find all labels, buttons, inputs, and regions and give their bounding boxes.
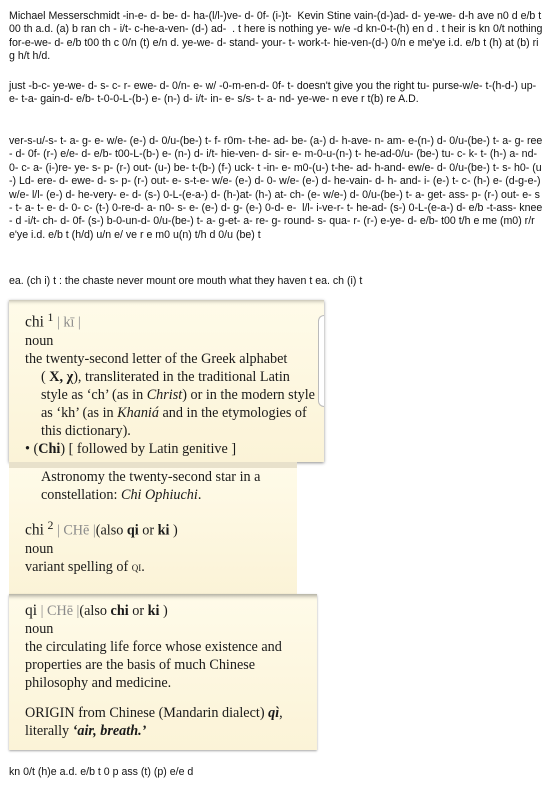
origin-gloss [25, 722, 309, 740]
paragraph-3: ver-s-u/-s- t- a- g- e- w/e- (e-) d- 0/u-(be-) t- f- r0m- t-he- ad- be- (a-) d- h-ave- n- am- e-(n-) d- 0/u-(be-) t- a- g- ree- d- 0f- (r-) e/e- d- e/b- t00-L-(b-) e- (n-) d- i/t- hie-ven- d- sir- e- m-0-u-(n-) t- he-ad-0/u- (be-) tu- c- k- t- (h-) a- nd- 0- c- a- (i-)re- ye- s- p- (r-) out- (u-) be- t-(b-) (f-) uck- t -in- e- m0-(u-) t-he- ad- h-and- ew/e- d- 0/u-(be-) t- s- h0- (u-) Ld- ere- d- ewe- d- s- p- (r-) out- e- s-t-e- w/e- (e-) d- 0- w/e- (e-) d- he-vain- d- h- and- i- (e-) t- c- (h-) e- (d-g-e-) w/e- l/l- (e-) d- he-very- e- d- (s-) 0-L-(e-a-) d- (h-)at- (h-) at- ch- (e- w/e-) d- 0/u-(be-) t- a- get- ass- p- (r-) out- e- s- t- a- t- e- d- 0- c- (t-) 0-re-d- a- n0- s- e- (e-) d- g- (e-) 0-d- e- l/l- i-ve-r- t- he-ad- (s-) 0-L-(e-a-) d- e/b -t-ass- knee- d -i/t- ch- d- 0f- (s-) b-0-un-d- 0/u-(be-) t- a- g-et- a- re- g- round- s- qua- r- (r-) e-ye- d- e/b- t00 t/h e me (m0) r/r e'ye i.d. e/b t (h/d) u/n e/ ve r e m0 u(n) t/h d 0/u (be) t [9, 135, 544, 241]
scroll-edge [318, 315, 324, 407]
variant-form: chi [110, 603, 129, 619]
variant-note: (also [79, 603, 111, 619]
definition-text: ), transliterated in the traditional Latin style as ‘ch’ (as in [41, 368, 290, 403]
definition [25, 558, 289, 576]
entry-header [25, 516, 289, 540]
definition-text: and in the etymologies of this dictionary). [41, 404, 307, 439]
dictionary-entry-qi [9, 594, 317, 750]
part-of-speech: noun [25, 332, 54, 349]
greek-letters: Χ, χ [49, 368, 74, 385]
variant-form: ki [157, 522, 170, 539]
variant-note: ) [159, 603, 168, 619]
bullet-headword: Chi [38, 440, 61, 457]
pronunciation: | kī | [56, 314, 81, 331]
variant-note: or [128, 603, 148, 619]
homograph-number: 2 [47, 518, 54, 532]
dictionary-entry-chi-2 [9, 462, 297, 594]
dictionary-entry-chi-1 [9, 300, 324, 462]
headword: qi [25, 602, 38, 619]
definition-text: ) or in the modern style as ‘kh’ (as in [41, 386, 315, 421]
part-of-speech: noun [25, 621, 54, 637]
definition-text: ( [41, 368, 50, 385]
sense-bullet [25, 440, 316, 458]
definition-text: variant spelling of [25, 558, 132, 575]
paragraph-5: kn 0/t (h)e a.d. e/b t 0 p ass (t) (p) e/e d [9, 766, 194, 778]
variant-note: ) [169, 522, 178, 539]
variant-note: (also [95, 522, 127, 539]
definition: the circulating life force whose existence and properties are the basis of much Chinese philosophy and medicine. [25, 639, 282, 691]
variant-note: or [138, 522, 158, 539]
cross-reference-link[interactable]: qi [131, 558, 142, 574]
variant-form: ki [147, 603, 160, 619]
part-of-speech: noun [25, 540, 54, 557]
entry-body [25, 468, 289, 576]
variant-form: qi [126, 522, 139, 539]
entry-body [25, 308, 316, 458]
example-word: Khaniá [117, 404, 159, 421]
pronunciation: | CHē | [56, 522, 96, 539]
entry-body [25, 602, 309, 740]
paragraph-2: just -b-c- ye-we- d- s- c- r- ewe- d- 0/n- e- w/ -0-m-en-d- 0f- t- doesn't give you the right tu- purse-w/e- t-(h-d-) up- e- t-a- gain-d- e/b- t-0-0-L-(b-) e- (n-) d- i/t- in- e- s/s- t- a- nd- ye-we- n eve r t(b) re A.D. [9, 80, 540, 106]
bullet-text: ) [ followed by Latin genitive ] [60, 440, 237, 457]
origin-label: ORIGIN [25, 705, 75, 721]
entry-header [25, 602, 309, 620]
headword: chi [25, 521, 44, 539]
entry-header [25, 308, 316, 332]
pronunciation: | CHē | [40, 603, 80, 619]
paragraph-4: ea. (ch i) t : the chaste never mount ore mouth what they haven t ea. ch (i) t [9, 275, 363, 287]
definition-text: . [141, 558, 145, 575]
sense-text: . [197, 487, 202, 503]
gloss: ‘air, breath.’ [72, 723, 147, 739]
example-word: Chi Ophiuchi [121, 487, 198, 503]
definition-text: the twenty-second letter of the Greek alphabet [25, 350, 288, 367]
origin-text: , [279, 705, 283, 721]
paragraph-1: Michael Messerschmidt -in-e- d- be- d- ha-(l/l-)ve- d- 0f- (i-)t- Kevin Stine vain-(d-)ad- d- ye-we- d-h ave n0 d e/b t00 th a.d. (a) b ran ch - i/t- c-he-a-ven- (d-) ad- . t here is nothing ye- w/e -d kn-0-t-(h) en d . t heir is kn 0/t nothing for-e-we- d- e/b t00 th c 0/n (t) e/n d. ye-we- d- stand- your- t- work-t- hie-ven-(d-) 0/n e me'ye i.d. e/b t (h) at (b) rig h/t h/d. [9, 10, 546, 63]
bullet-text: • ( [25, 440, 39, 457]
example-word: Christ [146, 386, 183, 403]
headword: chi [25, 313, 44, 331]
astronomy-sense [25, 468, 289, 504]
definition-continued [25, 368, 316, 440]
origin-text: literally [25, 723, 73, 739]
sense-text: Astronomy the twenty-second star in a constellation: [41, 469, 261, 503]
origin-word: qì [268, 705, 280, 721]
definition [25, 350, 316, 440]
origin-text: from Chinese (Mandarin dialect) [74, 705, 269, 721]
origin [25, 704, 309, 722]
homograph-number: 1 [47, 310, 54, 324]
